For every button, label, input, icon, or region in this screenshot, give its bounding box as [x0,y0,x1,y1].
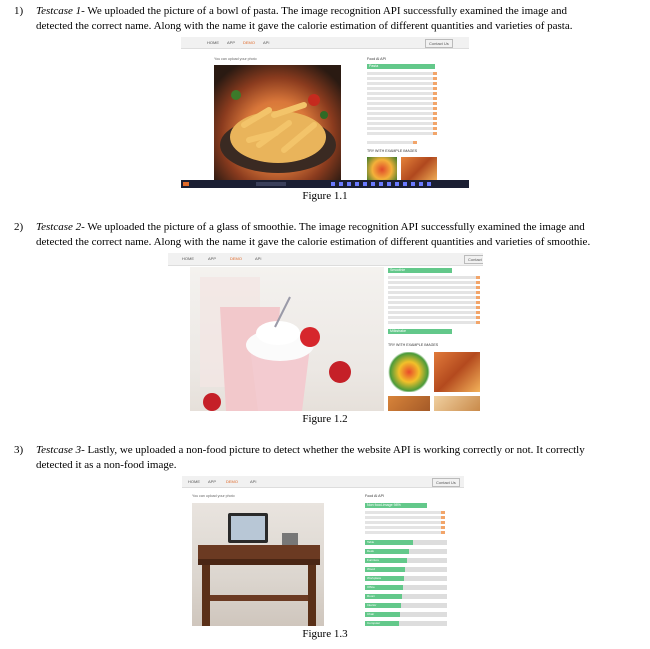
nav-app[interactable]: APP [227,40,236,45]
nav-demo[interactable]: DEMO [226,479,238,484]
testcase-text: We uploaded the picture of a bowl of pasta. The image recognition API successfully examined the image and [84,5,568,17]
example-image-3[interactable] [388,396,430,411]
example-image-fruit[interactable] [388,352,430,392]
confidence-bar: Chair [365,612,447,617]
testcase-3-paragraph [14,443,636,473]
nav-home[interactable]: HOME [207,40,219,45]
confidence-bar: Interior [365,603,447,608]
nav-api[interactable]: API [255,256,262,261]
figure-1-2-screenshot [168,253,483,411]
list-item [367,141,417,144]
example-image-pasta[interactable] [434,352,480,392]
testcase-label: Testcase 3- [36,444,85,456]
list-item [367,102,437,105]
list-item [367,77,437,80]
try-examples-label: TRY WITH EXAMPLE IMAGES [388,343,439,347]
list-item [365,526,445,529]
search-box[interactable] [256,182,286,186]
list-item [367,127,437,130]
figure-caption: Figure 1.1 [302,190,348,202]
list-item [388,311,480,314]
nav-demo[interactable]: DEMO [243,40,255,45]
try-examples-label: TRY WITH EXAMPLE IMAGES [367,149,418,153]
list-number: 2) [14,221,24,233]
list-item [367,87,437,90]
contact-button[interactable]: Contact [464,255,483,264]
site-navbar [182,476,464,488]
site-navbar [168,253,483,266]
result-bar [388,268,452,273]
upload-label: You can upload your photo [214,57,257,61]
smoothie-illustration [190,267,384,411]
pasta-illustration [214,65,341,180]
contact-button[interactable]: Contact Us [432,478,460,487]
list-item [367,97,437,100]
testcase-label: Testcase 2- [36,221,85,233]
result-label: Non food-image 98% [367,503,401,507]
confidence-bar: Computer [365,621,447,626]
result-label: Smoothie [390,268,406,272]
list-item [365,516,445,519]
testcase-label: Testcase 1- [36,5,85,17]
confidence-bar: Workplace [365,576,447,581]
example-image-fruit[interactable] [367,157,397,182]
figure-caption: Figure 1.2 [302,413,348,425]
list-item [388,276,480,279]
figure-1-3-screenshot [182,476,464,626]
result-label: Pasta [369,64,379,68]
nav-demo[interactable]: DEMO [230,256,242,261]
confidence-bar: Office [365,585,447,590]
list-item [365,511,445,514]
figure-1-1-screenshot [181,37,469,188]
nav-app[interactable]: APP [208,256,217,261]
site-navbar [181,37,469,49]
list-item [365,521,445,524]
list-item [365,531,445,534]
confidence-bar: Table [365,540,447,545]
testcase-1-paragraph [14,4,636,34]
list-item [388,291,480,294]
list-number: 1) [14,5,24,17]
api-title: Food AI API [367,57,386,61]
api-title: Food AI API [365,494,384,498]
figure-caption: Figure 1.3 [302,628,348,640]
nav-home[interactable]: HOME [188,479,200,484]
nav-app[interactable]: APP [208,479,217,484]
testcase-2-paragraph [14,220,636,250]
desk-illustration [192,503,324,626]
desk-photo [192,503,324,626]
list-item [388,321,480,324]
testcase-text: Lastly, we uploaded a non-food picture to detect whether the website API is working correctly or not. It correctly [84,444,585,456]
confidence-bar: Furniture [365,558,447,563]
taskbar-app-icons[interactable] [331,182,431,186]
testcase-text-cont: detected the correct name. Along with the name it gave the calorie estimation of different quantities and varieties of smoothie. [36,236,591,248]
testcase-text: We uploaded the picture of a glass of smoothie. The image recognition API successfully examined the image and [84,221,585,233]
result-bar [365,503,427,508]
upload-label: You can upload your photo [192,494,235,498]
list-item [367,117,437,120]
list-item [388,306,480,309]
contact-button[interactable]: Contact Us [425,39,453,48]
pasta-photo [214,65,341,180]
nav-api[interactable]: API [263,40,270,45]
taskbar [181,180,469,188]
result-bar-2 [388,329,452,334]
example-image-pasta[interactable] [401,157,437,182]
list-item [388,316,480,319]
list-item [367,112,437,115]
smoothie-photo [190,267,384,411]
list-item [367,107,437,110]
list-item [367,132,437,135]
confidence-bar: Desk [365,549,447,554]
list-item [388,296,480,299]
example-image-4[interactable] [434,396,480,411]
list-item [388,281,480,284]
start-icon[interactable] [183,182,189,186]
confidence-bar: Wood [365,567,447,572]
list-item [388,286,480,289]
result-bar [367,64,435,69]
result-label-2: Milkshake [390,329,406,333]
list-item [367,82,437,85]
confidence-bar: Room [365,594,447,599]
testcase-text-cont: detected it as a non-food image. [36,459,177,471]
list-item [367,92,437,95]
list-item [367,72,437,75]
nav-home[interactable]: HOME [182,256,194,261]
list-number: 3) [14,444,24,456]
nav-api[interactable]: API [250,479,257,484]
list-item [388,301,480,304]
list-item [367,122,437,125]
testcase-text-cont: detected the correct name. Along with the name it gave the calorie estimation of different quantities and varieties of pasta. [36,20,573,32]
